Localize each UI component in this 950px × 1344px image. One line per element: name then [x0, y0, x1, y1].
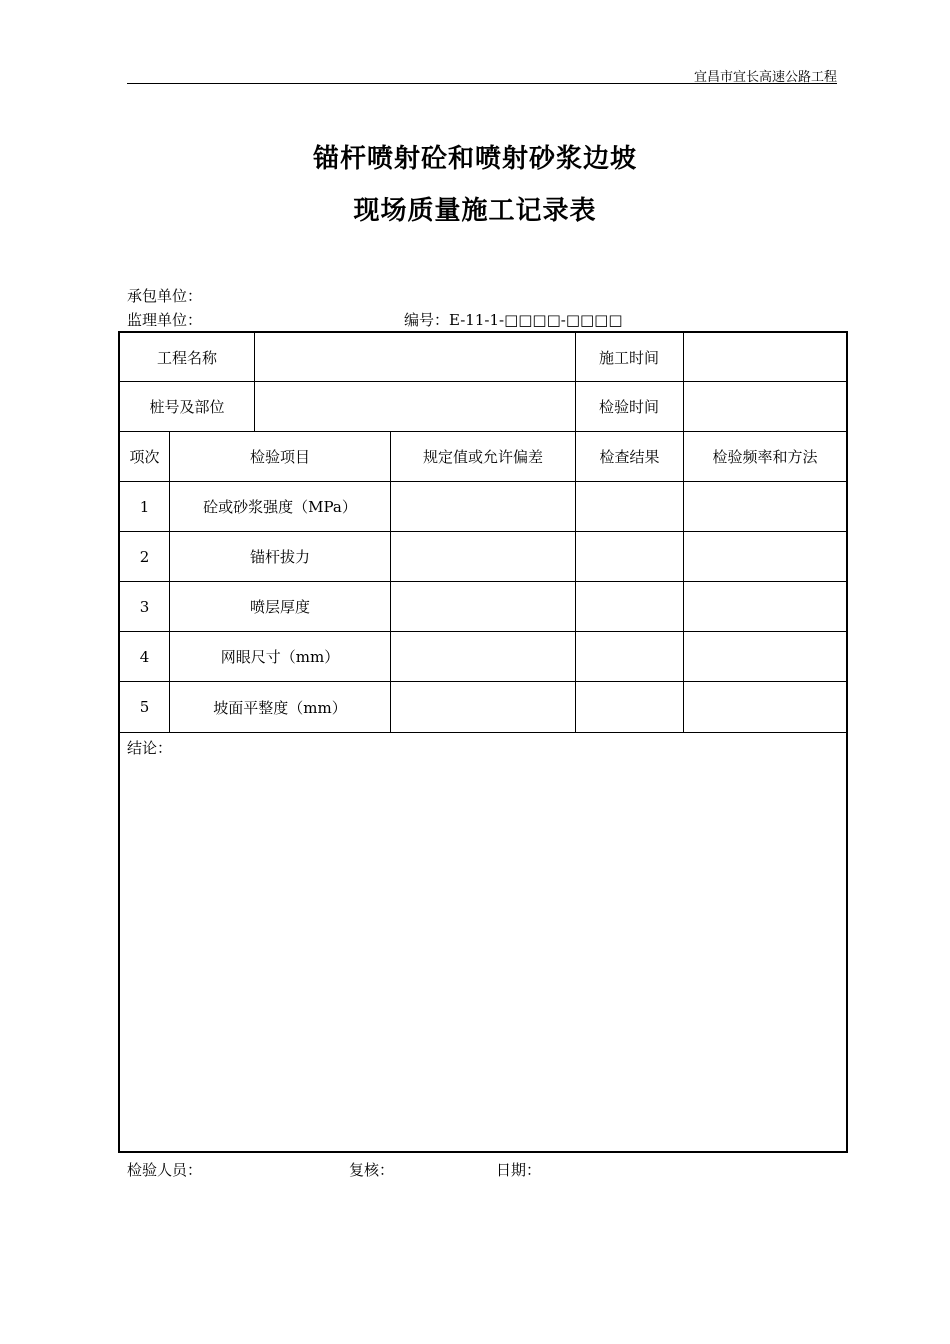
- header-org: 宜昌市宜长高速公路工程: [693, 70, 837, 85]
- construction-time-label: 施工时间: [598, 348, 659, 367]
- page-title-line2: 现场质量施工记录表: [353, 196, 597, 226]
- row-no: 4: [139, 647, 150, 666]
- col-header-no: 项次: [129, 448, 160, 466]
- station-label: 桩号及部位: [149, 398, 225, 416]
- row-item: 网眼尺寸（mm）: [220, 648, 340, 666]
- inspector-label: 检验人员：: [127, 1161, 203, 1179]
- row-no: 1: [139, 497, 150, 516]
- project-name-label: 工程名称: [156, 348, 217, 367]
- row-item: 喷层厚度: [249, 598, 310, 616]
- reviewer-label: 复核：: [349, 1161, 395, 1179]
- project-name-field[interactable]: [255, 333, 575, 381]
- contractor-label: 承包单位：: [127, 287, 203, 305]
- page-title-line1: 锚杆喷射砼和喷射砂浆边坡: [312, 144, 637, 174]
- construction-time-field[interactable]: [684, 333, 846, 381]
- supervisor-label: 监理单位：: [127, 311, 203, 329]
- row-no: 5: [139, 698, 150, 716]
- record-table: [118, 331, 848, 1153]
- row-item: 砼或砂浆强度（MPa）: [203, 498, 357, 516]
- row-item: 锚杆拔力: [249, 548, 310, 566]
- row-divider: [120, 732, 846, 733]
- date-label: 日期：: [496, 1161, 542, 1179]
- col-header-item: 检验项目: [249, 448, 310, 466]
- inspection-time-field[interactable]: [684, 382, 846, 431]
- col-header-result: 检查结果: [599, 448, 660, 466]
- header-rule: [127, 83, 837, 84]
- col-header-method: 检验频率和方法: [712, 448, 818, 466]
- row-no: 2: [139, 547, 150, 566]
- inspection-time-label: 检验时间: [598, 398, 659, 416]
- form-code: 编号：E-11-1-□□□□-□□□□: [404, 311, 623, 329]
- station-field[interactable]: [255, 382, 575, 431]
- conclusion-label: 结论：: [127, 739, 173, 757]
- row-item: 坡面平整度（mm）: [213, 698, 347, 717]
- col-header-spec: 规定值或允许偏差: [422, 448, 543, 466]
- row-no: 3: [139, 597, 150, 616]
